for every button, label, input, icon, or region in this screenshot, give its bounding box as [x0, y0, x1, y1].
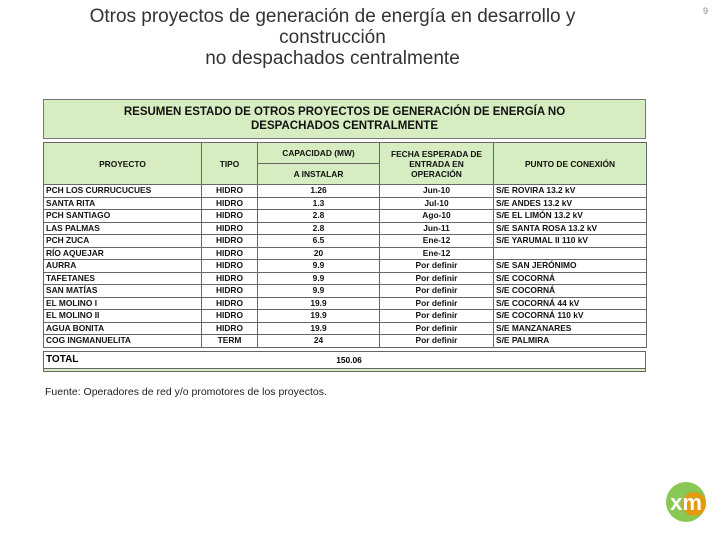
cell-proyecto: RÍO AQUEJAR — [44, 247, 202, 260]
cell-capacidad: 24 — [258, 335, 380, 348]
cell-proyecto: EL MOLINO II — [44, 310, 202, 323]
cell-proyecto: PCH SANTIAGO — [44, 210, 202, 223]
cell-fecha: Por definir — [380, 297, 494, 310]
cell-fecha: Por definir — [380, 322, 494, 335]
cell-punto-conexion: S/E MANZANARES — [494, 322, 647, 335]
table-row — [44, 235, 647, 248]
cell-fecha: Ene-12 — [380, 247, 494, 260]
cell-punto-conexion — [494, 247, 647, 260]
cell-tipo: HIDRO — [202, 185, 258, 198]
cell-punto-conexion: S/E ROVIRA 13.2 kV — [494, 185, 647, 198]
header-punto-conexion: PUNTO DE CONEXIÓN — [494, 143, 647, 185]
cell-tipo: HIDRO — [202, 210, 258, 223]
cell-tipo: HIDRO — [202, 297, 258, 310]
cell-fecha: Por definir — [380, 285, 494, 298]
cell-capacidad: 19.9 — [258, 322, 380, 335]
table-row — [44, 222, 647, 235]
header-fecha-line-1: FECHA ESPERADA DE — [390, 148, 483, 159]
cell-capacidad: 6.5 — [258, 235, 380, 248]
total-value: 150.06 — [336, 354, 362, 365]
cell-tipo: HIDRO — [202, 260, 258, 273]
summary-table-container — [43, 99, 646, 372]
cell-fecha: Ago-10 — [380, 210, 494, 223]
header-fecha-line-2: ENTRADA EN — [409, 158, 464, 169]
cell-punto-conexion: S/E COCORNÁ 110 kV — [494, 310, 647, 323]
source-note: Fuente: Operadores de red y/o promotores de los proyectos. — [45, 386, 327, 398]
cell-fecha: Ene-12 — [380, 235, 494, 248]
title-line-1: Otros proyectos de generación de energía en desarrollo y — [89, 6, 576, 27]
cell-tipo: HIDRO — [202, 235, 258, 248]
cell-proyecto: PCH LOS CURRUCUCUES — [44, 185, 202, 198]
cell-fecha: Jul-10 — [380, 197, 494, 210]
header-fecha — [380, 143, 494, 185]
cell-proyecto: AURRA — [44, 260, 202, 273]
cell-fecha: Por definir — [380, 310, 494, 323]
cell-capacidad: 20 — [258, 247, 380, 260]
cell-punto-conexion: S/E PALMIRA — [494, 335, 647, 348]
table-row — [44, 197, 647, 210]
cell-fecha: Por definir — [380, 260, 494, 273]
title-line-2: construcción — [279, 27, 386, 48]
title-line-3: no despachados centralmente — [205, 48, 460, 69]
banner-line-2: DESPACHADOS CENTRALMENTE — [251, 120, 438, 132]
table-banner — [43, 99, 646, 139]
cell-proyecto: EL MOLINO I — [44, 297, 202, 310]
cell-punto-conexion: S/E YARUMAL II 110 kV — [494, 235, 647, 248]
slide-title — [0, 6, 665, 69]
table-row — [44, 285, 647, 298]
cell-capacidad: 2.8 — [258, 222, 380, 235]
header-proyecto: PROYECTO — [44, 143, 202, 185]
header-a-instalar: A INSTALAR — [258, 164, 380, 185]
total-label: TOTAL — [46, 354, 79, 365]
header-capacidad: CAPACIDAD (MW) — [258, 143, 380, 164]
banner-line-1: RESUMEN ESTADO DE OTROS PROYECTOS DE GENERACIÓN DE ENERGÍA NO — [123, 106, 566, 118]
cell-fecha: Jun-11 — [380, 222, 494, 235]
total-strip — [43, 369, 646, 372]
cell-proyecto: PCH ZUCA — [44, 235, 202, 248]
projects-table — [43, 142, 647, 348]
table-row — [44, 185, 647, 198]
cell-punto-conexion: S/E COCORNÁ — [494, 285, 647, 298]
table-row — [44, 210, 647, 223]
cell-capacidad: 19.9 — [258, 297, 380, 310]
xm-logo — [656, 478, 720, 540]
table-row — [44, 335, 647, 348]
table-header-row — [44, 143, 647, 164]
cell-capacidad: 19.9 — [258, 310, 380, 323]
header-fecha-line-3: OPERACIÓN — [411, 168, 462, 179]
cell-fecha: Por definir — [380, 272, 494, 285]
table-row — [44, 297, 647, 310]
cell-proyecto: COG INGMANUELITA — [44, 335, 202, 348]
xm-logo-text: xm — [670, 490, 702, 515]
cell-capacidad: 9.9 — [258, 260, 380, 273]
cell-tipo: HIDRO — [202, 272, 258, 285]
cell-tipo: HIDRO — [202, 197, 258, 210]
cell-capacidad: 1.26 — [258, 185, 380, 198]
cell-fecha: Jun-10 — [380, 185, 494, 198]
cell-proyecto: AGUA BONITA — [44, 322, 202, 335]
cell-proyecto: TAFETANES — [44, 272, 202, 285]
header-tipo: TIPO — [202, 143, 258, 185]
table-row — [44, 310, 647, 323]
total-row — [43, 351, 646, 369]
table-row — [44, 322, 647, 335]
table-row — [44, 260, 647, 273]
cell-capacidad: 9.9 — [258, 272, 380, 285]
cell-punto-conexion: S/E COCORNÁ — [494, 272, 647, 285]
cell-capacidad: 1.3 — [258, 197, 380, 210]
table-row — [44, 272, 647, 285]
cell-capacidad: 2.8 — [258, 210, 380, 223]
cell-fecha: Por definir — [380, 335, 494, 348]
cell-proyecto: SANTA RITA — [44, 197, 202, 210]
table-row — [44, 247, 647, 260]
cell-punto-conexion: S/E COCORNÁ 44 kV — [494, 297, 647, 310]
cell-tipo: HIDRO — [202, 247, 258, 260]
cell-punto-conexion: S/E ANDES 13.2 kV — [494, 197, 647, 210]
cell-punto-conexion: S/E EL LIMÓN 13.2 kV — [494, 210, 647, 223]
cell-punto-conexion: S/E SAN JERÓNIMO — [494, 260, 647, 273]
cell-tipo: HIDRO — [202, 322, 258, 335]
cell-tipo: TERM — [202, 335, 258, 348]
cell-tipo: HIDRO — [202, 222, 258, 235]
page-number: 9 — [703, 6, 709, 16]
cell-tipo: HIDRO — [202, 310, 258, 323]
xm-logo-tagline: filial de isa — [676, 529, 708, 536]
cell-proyecto: LAS PALMAS — [44, 222, 202, 235]
cell-proyecto: SAN MATÍAS — [44, 285, 202, 298]
cell-punto-conexion: S/E SANTA ROSA 13.2 kV — [494, 222, 647, 235]
cell-capacidad: 9.9 — [258, 285, 380, 298]
cell-tipo: HIDRO — [202, 285, 258, 298]
